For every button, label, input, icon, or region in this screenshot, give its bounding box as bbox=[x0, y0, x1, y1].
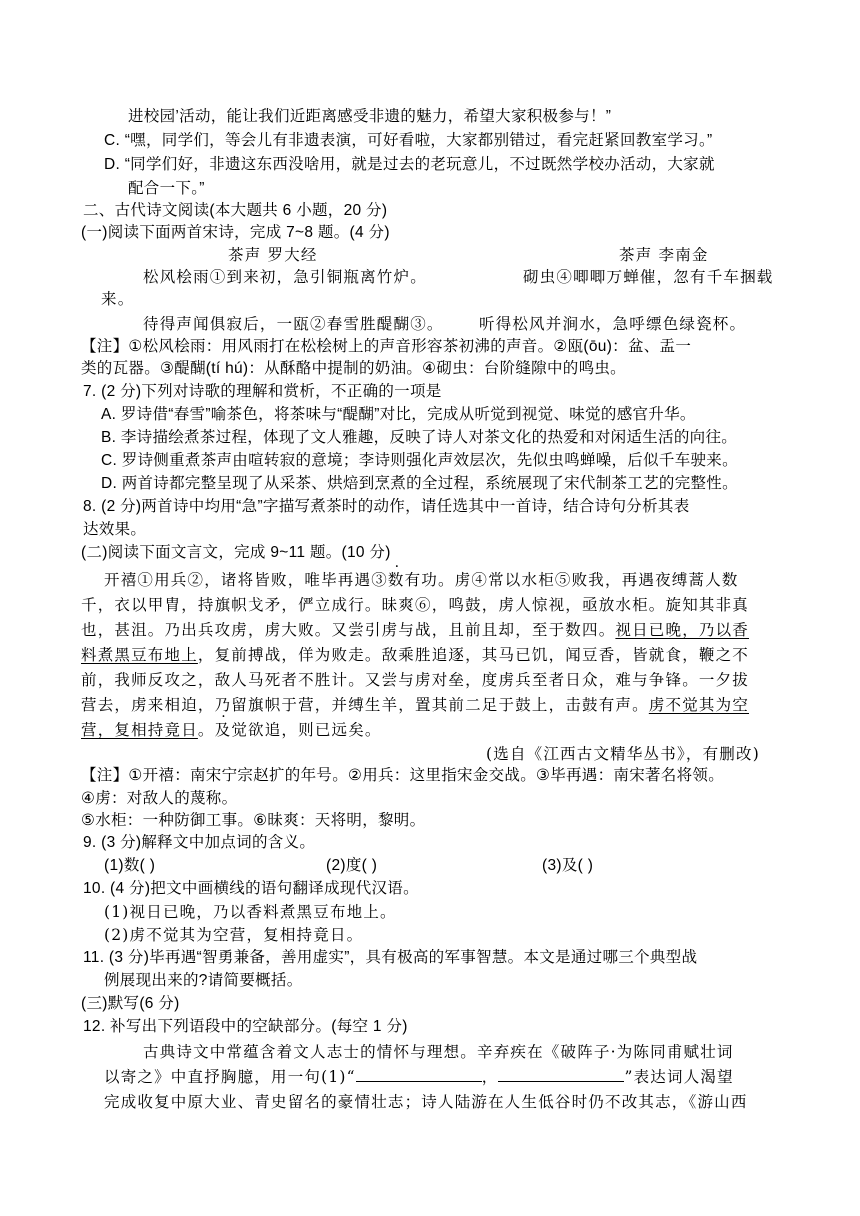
underlined-sentence-2: 虏不觉其为空 bbox=[648, 696, 750, 714]
q12-para-line2: 以寄之》中直抒胸臆，用一句(1)“ ， ”表达词人渴望 bbox=[104, 1068, 734, 1086]
q12-para-line3: 完成收复中原大业、青史留名的豪情壮志；诗人陆游在人生低谷时仍不改其志，《游山西 bbox=[104, 1093, 748, 1111]
q11-line2: 例展现出来的?请简要概括。 bbox=[104, 972, 303, 989]
q7-option-d: D. 两首诗都完整呈现了从采茶、烘焙到烹煮的全过程，系统展现了宋代制茶工艺的完整性。 bbox=[101, 475, 738, 492]
part1-heading: (一)阅读下面两首宋诗，完成 7~8 题。(4 分) bbox=[81, 224, 390, 241]
q10-stem: 10. (4 分)把文中画横线的语句翻译成现代汉语。 bbox=[83, 880, 419, 897]
section-heading: 二、古代诗文阅读(本大题共 6 小题，20 分) bbox=[83, 202, 388, 219]
passage-note-line2: ④虏：对敌人的蔑称。 bbox=[81, 790, 238, 807]
part3-heading: (三)默写(6 分) bbox=[81, 995, 180, 1012]
dotted-word-shu: 数 bbox=[387, 571, 405, 589]
poem-note-line1: 【注】①松风桧雨：用风雨打在松桧树上的声音形容茶初沸的声音。②瓯(ōu)：盆、盂一 bbox=[81, 338, 692, 355]
dotted-word-ji: 及 bbox=[214, 721, 232, 739]
passage-source: (选自《江西古文精华丛书》，有删改) bbox=[486, 745, 760, 763]
poem2-line1: 砌虫④唧唧万蝉催，忽有千车捆载 bbox=[523, 268, 774, 286]
fill-blank-1[interactable] bbox=[356, 1067, 482, 1082]
q12-para-line1: 古典诗文中常蕴含着文人志士的情怀与理想。辛弃疾在《破阵子·为陈同甫赋壮词 bbox=[143, 1043, 734, 1061]
q7-option-c: C. 罗诗侧重煮茶声由喧转寂的意境；李诗则强化声效层次，先似虫鸣蝉噪，后似千车驶来。 bbox=[101, 452, 738, 469]
passage-note-line3: ⑤水柜：一种防御工事。⑥昧爽：天将明，黎明。 bbox=[81, 812, 426, 829]
q11-line1: 11. (3 分)毕再遇“智勇兼备，善用虚实”，具有极高的军事智慧。本文是通过哪三个典型战 bbox=[83, 949, 698, 966]
underlined-sentence-1-cont: 料煮黑豆布地上 bbox=[81, 646, 198, 664]
q9-stem: 9. (3 分)解释文中加点词的含义。 bbox=[83, 834, 316, 851]
passage-line5: 前，我师反攻之，敌人马死者不胜计。又尝与虏对垒，度虏兵至者日众，难与争锋。一夕拔 bbox=[81, 671, 750, 689]
q9-item2: (2)度( ) bbox=[326, 857, 378, 874]
q8-line1: 8. (2 分)两首诗中均用“急”字描写煮茶时的动作，请任选其中一首诗，结合诗句分析其表 bbox=[83, 498, 690, 515]
option-c: C. “嘿，同学们，等会儿有非遗表演，可好看啦，大家都别错过，看完赶紧回教室学习。” bbox=[104, 132, 713, 149]
q7-option-a: A. 罗诗借“春雪”喻茶色，将茶味与“醍醐”对比，完成从听觉到视觉、味觉的感官升华。 bbox=[101, 406, 696, 423]
q9-item3: (3)及( ) bbox=[542, 857, 594, 874]
poem1-title: 茶声 罗大经 bbox=[228, 246, 318, 264]
q7-stem: 7. (2 分)下列对诗歌的理解和赏析，不正确的一项是 bbox=[83, 383, 442, 400]
q10-item1: (1)视日已晚，乃以香料煮黑豆布地上。 bbox=[104, 903, 397, 921]
poem2-line1-wrap: 来。 bbox=[101, 290, 135, 308]
poem2-title: 茶声 李南金 bbox=[619, 246, 709, 264]
passage-note-line1: 【注】①开禧：南宋宁宗赵扩的年号。②用兵：这里指宋金交战。③毕再遇：南宋著名将领。 bbox=[81, 767, 724, 784]
passage-line1: 开禧①用兵②，诸将皆败，唯毕再遇③数有功。虏④常以水柜⑤败我，再遇夜缚蒿人数 bbox=[104, 571, 739, 589]
underlined-sentence-1: 视日已晚，乃以香 bbox=[615, 621, 750, 639]
fill-blank-2[interactable] bbox=[498, 1067, 624, 1082]
q9-item1: (1)数( ) bbox=[104, 857, 156, 874]
passage-line4: 料煮黑豆布地上，复前搏战，佯为败走。敌乘胜追逐，其马已饥，闻豆香，皆就食，鞭之不 bbox=[81, 646, 750, 664]
poem-note-line2: 类的瓦器。③醍醐(tí hú)：从酥酪中提制的奶油。④砌虫：台阶缝隙中的鸣虫。 bbox=[81, 360, 626, 377]
poem2-line2: 听得松风并涧水，急呼缥色绿瓷杯。 bbox=[479, 315, 747, 333]
q10-item2: (2)虏不觉其为空营，复相持竟日。 bbox=[104, 926, 364, 944]
part2-heading: (二)阅读下面文言文，完成 9~11 题。(10 分) bbox=[81, 544, 391, 561]
option-b-continued: 进校园’活动，能让我们近距离感受非遗的魅力，希望大家积极参与！” bbox=[128, 108, 612, 125]
passage-line3: 也，甚沮。乃出兵攻虏，虏大败。又尝引虏与战，且前且却，至于数四。视日已晚，乃以香 bbox=[81, 621, 750, 639]
option-d-line1: D. “同学们好，非遗这东西没啥用，就是过去的老玩意儿，不过既然学校办活动，大家就 bbox=[104, 156, 715, 173]
q12-stem: 12. 补写出下列语段中的空缺部分。(每空 1 分) bbox=[83, 1018, 408, 1035]
passage-line7: 营，复相持竟日。及觉欲追，则已远矣。 bbox=[81, 721, 382, 739]
q7-option-b: B. 李诗描绘煮茶过程，体现了文人雅趣，反映了诗人对茶文化的热爱和对闲适生活的向往。 bbox=[101, 429, 738, 446]
underlined-sentence-2-cont: 营，复相持竟日 bbox=[81, 721, 198, 739]
passage-line2: 千，衣以甲胄，持旗帜戈矛，俨立成行。昧爽⑥，鸣鼓，虏人惊视，亟放水柜。旋知其非真 bbox=[81, 596, 750, 614]
q8-line2: 达效果。 bbox=[83, 521, 147, 538]
poem1-line1: 松风桧雨①到来初，急引铜瓶离竹炉。 bbox=[143, 268, 427, 286]
option-d-line2: 配合一下。” bbox=[128, 180, 205, 197]
poem1-line2: 待得声闻俱寂后，一瓯②春雪胜醍醐③。 bbox=[143, 315, 444, 333]
passage-line6: 营去，虏来相迫，乃留旗帜于营，并缚生羊，置其前二足于鼓上，击鼓有声。虏不觉其为空 bbox=[81, 696, 750, 714]
